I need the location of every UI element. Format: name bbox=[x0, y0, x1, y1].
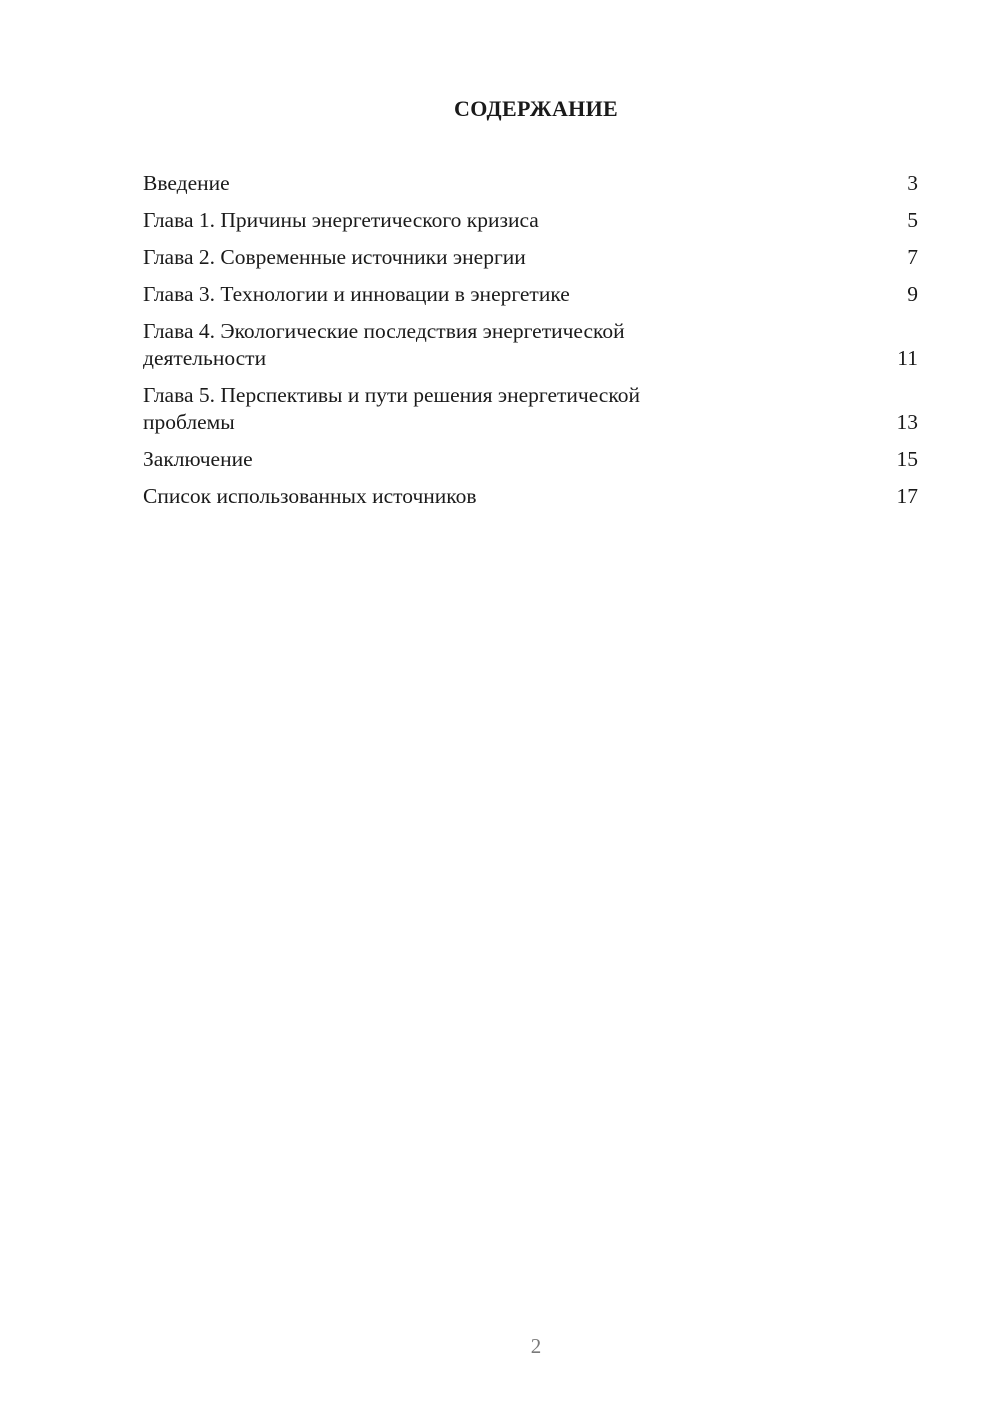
toc-entry-page: 13 bbox=[896, 410, 918, 434]
toc-entry-chapter-1 bbox=[143, 207, 918, 234]
toc-entry-chapter-3 bbox=[143, 281, 918, 308]
toc-entry-conclusion bbox=[143, 446, 918, 473]
toc-entry-text: Глава 5. Перспективы и пути решения энергетической проблемы bbox=[143, 383, 640, 434]
toc-entry-page: 11 bbox=[897, 346, 918, 370]
toc-entry-page: 3 bbox=[907, 171, 918, 195]
toc-entry-text: Заключение bbox=[143, 447, 253, 471]
toc-entry-chapter-2 bbox=[143, 244, 918, 271]
toc-entry-text: Глава 2. Современные источники энергии bbox=[143, 245, 526, 269]
toc-entry-chapter-5 bbox=[143, 382, 918, 436]
toc-entry-chapter-4 bbox=[143, 318, 918, 372]
table-of-contents bbox=[143, 170, 918, 520]
toc-entry-page: 17 bbox=[896, 484, 918, 508]
toc-entry-page: 9 bbox=[907, 282, 918, 306]
toc-entry-page: 7 bbox=[907, 245, 918, 269]
toc-entry-text: Список использованных источников bbox=[143, 484, 477, 508]
page-number: 2 bbox=[530, 1334, 542, 1358]
toc-entry-text: Глава 4. Экологические последствия энергетической деятельности bbox=[143, 319, 625, 370]
toc-entry-page: 5 bbox=[907, 208, 918, 232]
page-title: СОДЕРЖАНИЕ bbox=[454, 96, 618, 121]
toc-entry-page: 15 bbox=[896, 447, 918, 471]
toc-entry-text: Глава 3. Технологии и инновации в энергетике bbox=[143, 282, 570, 306]
toc-entry-text: Введение bbox=[143, 171, 230, 195]
toc-entry-references bbox=[143, 483, 918, 510]
toc-entry-text: Глава 1. Причины энергетического кризиса bbox=[143, 208, 539, 232]
toc-entry-introduction bbox=[143, 170, 918, 197]
